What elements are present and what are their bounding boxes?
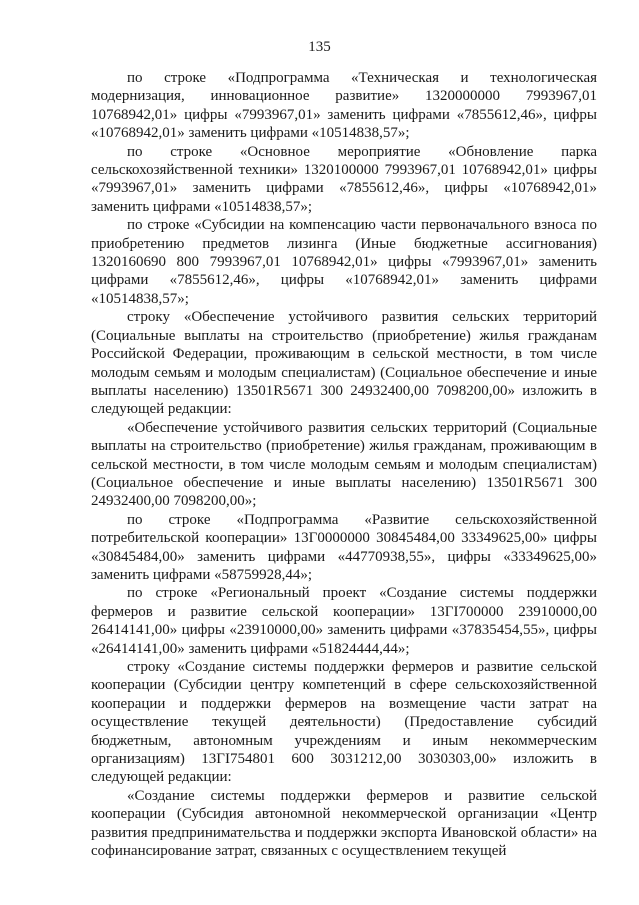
paragraph-rural-development: строку «Обеспечение устойчивого развития сельских территорий (Социальные выплаты на строительство (приобретение) жилья гражданам Российской Федерации, проживающим в сельской местности, в том числе молодым семьям и молодым специалистам) (Социальное обеспечение и иные выплаты населению) 13501R5671 300 24932400,00 7098200,00» изложить в следующей редакции: bbox=[91, 309, 597, 418]
paragraph-regional-project: по строке «Региональный проект «Создание системы поддержки фермеров и развитие сельской кооперации» 13ГI700000 23910000,00 26414141,00» цифры «23910000,00» заменить цифрами «37835454,55», цифры «26414141,00» заменить цифрами «51824444,44»; bbox=[91, 585, 597, 657]
paragraph-machinery-renewal: по строке «Основное мероприятие «Обновление парка сельскохозяйственной техники» 1320100000 7993967,01 10768942,01» цифры «7993967,01» заменить цифрами «7855612,46», цифры «10768942,01» заменить цифрами «10514838,57»; bbox=[91, 143, 597, 215]
paragraph-program-modernization: по строке «Подпрограмма «Техническая и технологическая модернизация, инновационное развитие» 1320000000 7993967,01 10768942,01» цифры «7993967,01» заменить цифрами «7855612,46», цифры «10768942,01» заменить цифрами «10514838,57»; bbox=[91, 70, 597, 142]
document-body bbox=[91, 69, 597, 860]
paragraph-leasing-subsidy: по строке «Субсидии на компенсацию части первоначального взноса по приобретению предметов лизинга (Иные бюджетные ассигнования) 1320160690 800 7993967,01 10768942,01» цифры «7993967,01» заменить цифрами «7855612,46», цифры «10768942,01» заменить цифрами «10514838,57»; bbox=[91, 217, 597, 307]
paragraph-cooperation-subprogram: по строке «Подпрограмма «Развитие сельскохозяйственной потребительской кооперации» 13Г0000000 30845484,00 33349625,00» цифры «30845484,00» заменить цифрами «44770938,55», цифры «33349625,00» заменить цифрами «58759928,44»; bbox=[91, 511, 597, 583]
paragraph-farmer-support-new: «Создание системы поддержки фермеров и развитие сельской кооперации (Субсидия автономной некоммерческой организации «Центр развития предпринимательства и поддержки экспорта Ивановской области» на софинансирование затрат, связанных с осуществлением текущей bbox=[91, 787, 597, 860]
page-number: 135 bbox=[308, 39, 331, 55]
paragraph-farmer-support-system: строку «Создание системы поддержки фермеров и развитие сельской кооперации (Субсидии центру компетенций в сфере сельскохозяйственной кооперации и поддержки фермеров на возмещение части затрат на осуществление текущей деятельности) (Предоставление субсидий бюджетным, автономным учреждениям и иным некоммерческим организациям) 13ГI754801 600 3031212,00 3030303,00» изложить в следующей редакции: bbox=[91, 659, 597, 786]
paragraph-rural-development-new: «Обеспечение устойчивого развития сельских территорий (Социальные выплаты на строительство (приобретение) жилья гражданам, проживающим в сельской местности, в том числе молодым семьям и молодым специалистам) (Социальное обеспечение и иные выплаты населению) 13501R5671 300 24932400,00 7098200,00»; bbox=[91, 419, 597, 510]
